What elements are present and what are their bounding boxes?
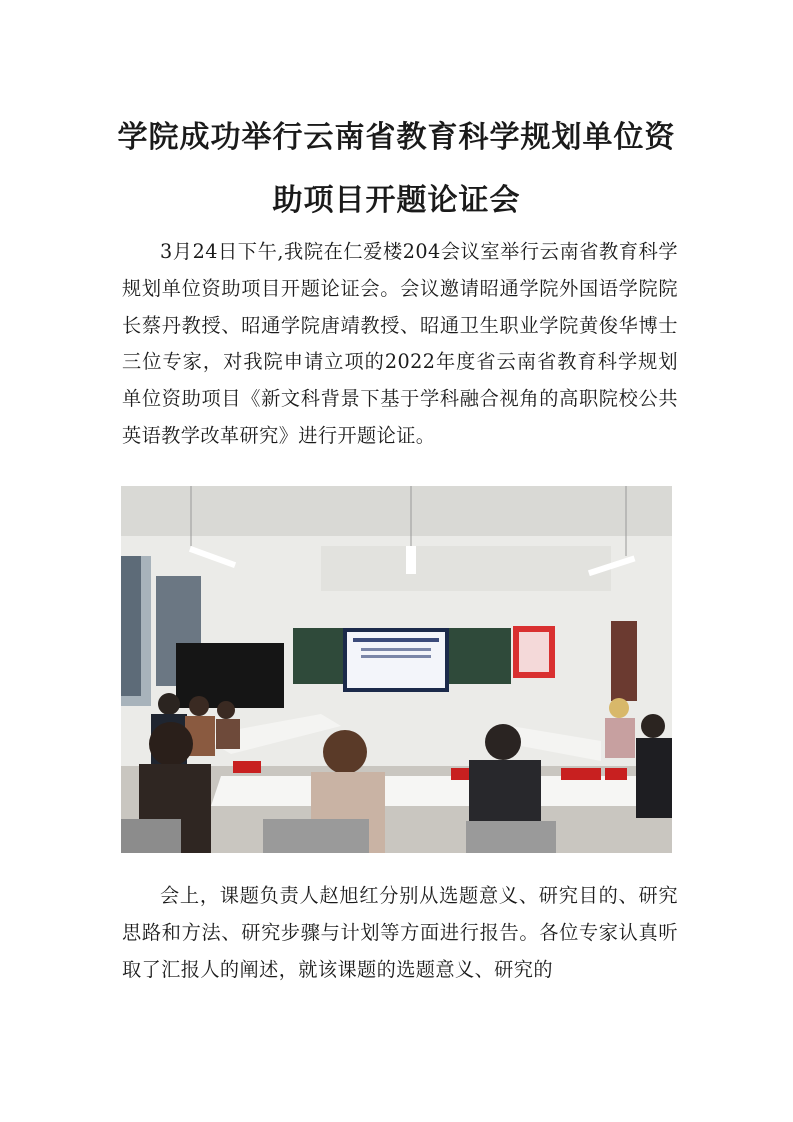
article-paragraph-2: 会上，课题负责人赵旭红分别从选题意义、研究目的、研究思路和方法、研究步骤与计划等方面进行报告。各位专家认真听取了汇报人的阐述，就该课题的选题意义、研究的 bbox=[122, 884, 678, 981]
article-title-line-2: 助项目开题论证会 bbox=[272, 183, 521, 218]
article-paragraph-1: 3月24日下午,我院在仁爱楼204会议室举行云南省教育科学规划单位资助项目开题论证会。会议邀请昭通学院外国语学院院长蔡丹教授、昭通学院唐靖教授、昭通卫生职业学院黄俊华博士三位专家，对我院申请立项的2022年度省云南省教育科学规划单位资助项目《新文科背景下基于学科融合视角的高职院校公共英语教学改革研究》进行开题论证。 bbox=[122, 240, 678, 447]
article-title-line-1: 学院成功举行云南省教育科学规划单位资 bbox=[117, 120, 676, 155]
meeting-photo bbox=[121, 486, 672, 853]
